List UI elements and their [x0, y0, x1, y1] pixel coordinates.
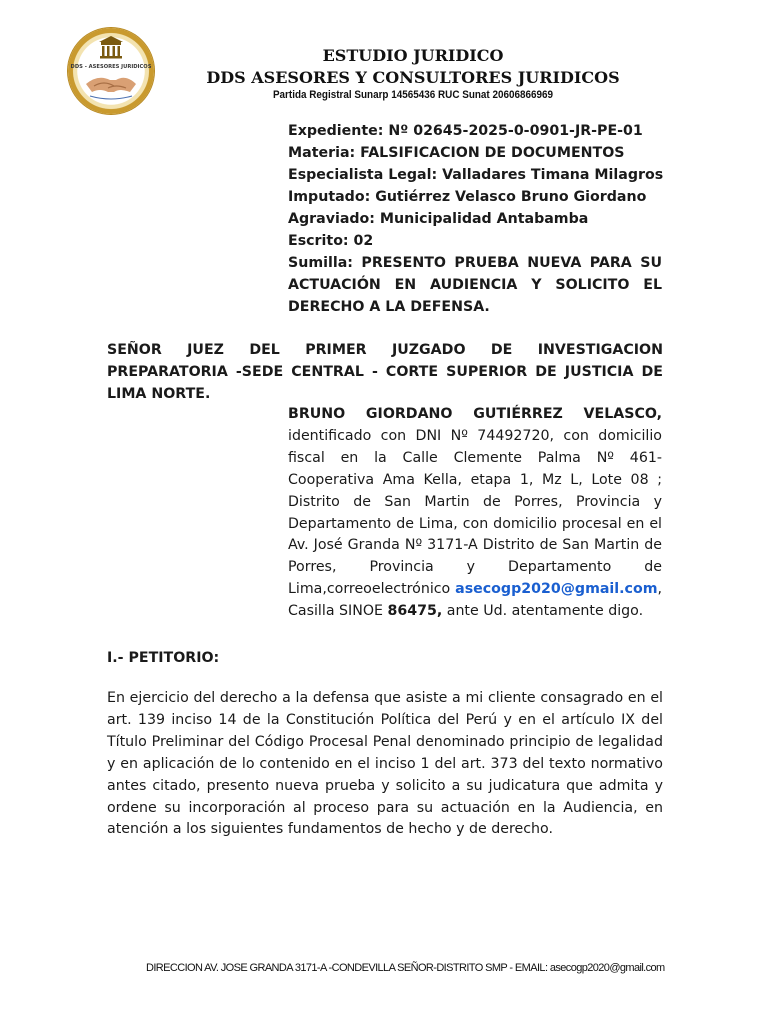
party-name: BRUNO GIORDANO GUTIÉRREZ VELASCO,: [288, 406, 662, 422]
party-introduction: [288, 404, 662, 623]
case-agraviado: Agraviado: Municipalidad Antabamba: [288, 211, 589, 227]
firm-subtitle: DDS ASESORES Y CONSULTORES JURIDICOS: [206, 68, 620, 87]
casilla-label: , Casilla SINOE: [288, 581, 662, 620]
handshake-building-icon: [68, 28, 154, 114]
logo-text: DDS - ASESORES JURIDICOS: [70, 64, 152, 70]
casilla-number: 86475,: [387, 603, 443, 620]
case-materia: Materia: FALSIFICACION DE DOCUMENTOS: [288, 145, 625, 161]
section-title: I.- PETITORIO:: [107, 650, 220, 666]
case-sumilla: Sumilla: PRESENTO PRUEBA NUEVA PARA SU ACTUACIÓN EN AUDIENCIA Y SOLICITO EL DERECHO A LA DEFENSA.: [288, 255, 662, 315]
party-details: identificado con DNI Nº 74492720, con domicilio fiscal en la Calle Clemente Palma Nº 461- Cooperativa Ama Kella, etapa 1, Mz L, Lote 08 ; Distrito de San Martin de Porres, Provincia y Departamento de Lima, con domicilio procesal en el Av. José Granda Nº 3171-A Distrito de San Martin de Porres, Provincia y Departamento de Lima,correoelectrónico: [288, 427, 662, 598]
party-closing: ante Ud. atentamente digo.: [446, 603, 644, 620]
case-escrito: Escrito: 02: [288, 233, 374, 249]
party-email-link[interactable]: asecogp2020@gmail.com: [455, 581, 658, 598]
firm-title: ESTUDIO JURIDICO: [322, 46, 504, 65]
addressee: SEÑOR JUEZ DEL PRIMER JUZGADO DE INVESTIGACION PREPARATORIA -SEDE CENTRAL - CORTE SUPERIOR DE JUSTICIA DE LIMA NORTE.: [107, 342, 663, 402]
firm-logo: [68, 28, 154, 114]
case-info: [288, 120, 662, 318]
section-body: En ejercicio del derecho a la defensa que asiste a mi cliente consagrado en el art. 139 inciso 14 de la Constitución Política del Perú y en el artículo IX del Título Preliminar del Código Procesal Penal denominado principio de legalidad y en aplicación de lo contenido en el inciso 1 del art. 373 del texto normativo antes citado, presento nueva prueba y solicito a su judicatura que admita y ordene su incorporación al proceso para su actuación en la Audiencia, en atención a los siguientes fundamentos de hecho y de derecho.: [107, 690, 663, 838]
case-especialista: Especialista Legal: Valladares Timana Milagros: [288, 167, 664, 183]
case-imputado: Imputado: Gutiérrez Velasco Bruno Giordano: [288, 189, 647, 205]
case-expediente: Expediente: Nº 02645-2025-0-0901-JR-PE-01: [288, 123, 643, 139]
page-footer: DIRECCION AV. JOSE GRANDA 3171-A -CONDEVILLA SEÑOR-DISTRITO SMP - EMAIL: asecogp2020@gmail.com: [146, 962, 665, 974]
firm-registry: Partida Registral Sunarp 14565436 RUC Sunat 20606866969: [272, 89, 554, 101]
